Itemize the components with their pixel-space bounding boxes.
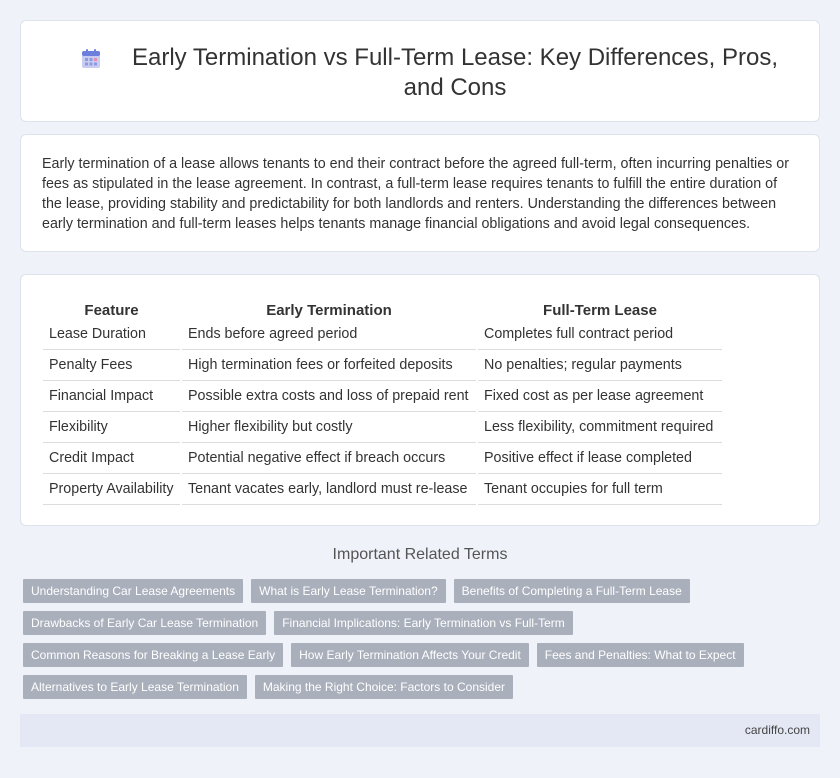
table-row [43,381,722,412]
calendar-icon [79,47,103,71]
header-feature: Feature [84,302,139,319]
cell-full: Less flexibility, commitment required [478,412,722,443]
related-term-link[interactable]: Drawbacks of Early Car Lease Termination [23,611,266,635]
related-term-link[interactable]: Financial Implications: Early Termination vs Full-Term [274,611,573,635]
tag-row [23,675,813,699]
intro-paragraph: Early termination of a lease allows tenants to end their contract before the agreed full-term, often incurring penalties or fees as stipulated in the lease agreement. In contrast, a full-term lease requires tenants to fulfill the entire duration of the lease, providing stability and predictability for both landlords and renters. Understanding the differences between early termination and full-term leases helps tenants manage financial obligations and avoid legal consequences. [42,156,790,232]
related-term-link[interactable]: What is Early Lease Termination? [251,579,446,603]
comparison-card [20,274,820,526]
related-term-link[interactable]: Alternatives to Early Lease Termination [23,675,247,699]
cell-early: Tenant vacates early, landlord must re-lease [182,474,476,505]
cell-feature: Financial Impact [43,381,180,412]
cell-feature: Flexibility [43,412,180,443]
cell-full: Fixed cost as per lease agreement [478,381,722,412]
table-row [43,412,722,443]
cell-early: Ends before agreed period [182,319,476,350]
cell-feature: Penalty Fees [43,350,180,381]
table-row [43,443,722,474]
cell-early: Possible extra costs and loss of prepaid rent [182,381,476,412]
related-term-link[interactable]: Making the Right Choice: Factors to Consider [255,675,513,699]
related-term-link[interactable]: Benefits of Completing a Full-Term Lease [454,579,690,603]
cell-feature: Property Availability [43,474,180,505]
cell-feature: Credit Impact [43,443,180,474]
related-term-link[interactable]: How Early Termination Affects Your Credit [291,643,529,667]
table-row [43,319,722,350]
cell-feature: Lease Duration [43,319,180,350]
related-term-link[interactable]: Fees and Penalties: What to Expect [537,643,744,667]
comparison-table [43,293,722,505]
cell-early: Potential negative effect if breach occurs [182,443,476,474]
related-terms [23,579,813,707]
footer-site-link[interactable]: cardiffo.com [744,723,810,737]
related-term-link[interactable]: Common Reasons for Breaking a Lease Early [23,643,283,667]
tag-row [23,643,813,667]
cell-full: Positive effect if lease completed [478,443,722,474]
cell-full: Completes full contract period [478,319,722,350]
table-header-row [43,293,722,319]
page-title: Early Termination vs Full-Term Lease: Key Differences, Pros, and Cons [131,44,779,101]
tag-row [23,579,813,603]
header-early-termination: Early Termination [266,302,392,319]
cell-full: No penalties; regular payments [478,350,722,381]
table-row [43,350,722,381]
header-full-term-lease: Full-Term Lease [543,302,657,319]
cell-early: Higher flexibility but costly [182,412,476,443]
footer [20,714,820,747]
intro-card [20,134,820,252]
tag-row [23,611,813,635]
cell-full: Tenant occupies for full term [478,474,722,505]
table-row [43,474,722,505]
related-term-link[interactable]: Understanding Car Lease Agreements [23,579,243,603]
related-terms-heading: Important Related Terms [332,546,508,563]
cell-early: High termination fees or forfeited deposits [182,350,476,381]
title-card [20,20,820,122]
